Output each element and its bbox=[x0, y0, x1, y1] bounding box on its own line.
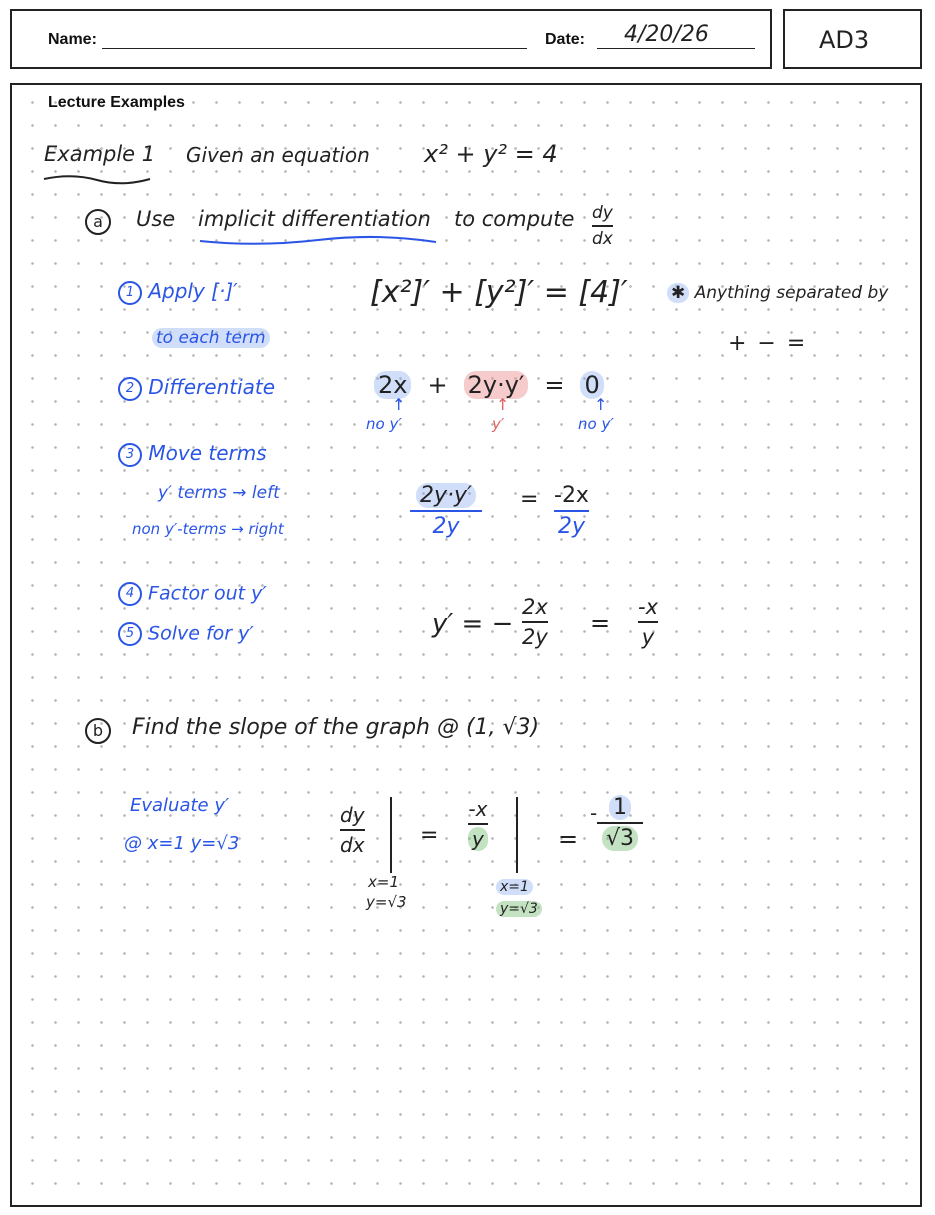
step-1-sub bbox=[152, 328, 270, 348]
part-a-marker: a bbox=[85, 209, 111, 235]
note-text bbox=[667, 283, 888, 303]
sub-2-y bbox=[496, 901, 542, 917]
date-label: Date: bbox=[545, 31, 586, 48]
step-1-number: 1 bbox=[118, 281, 142, 305]
evaluation-bar bbox=[390, 797, 392, 873]
fraction-1-numerator: 2x bbox=[522, 595, 548, 619]
term-2x: 2x bbox=[374, 371, 411, 399]
part-b-text: Find the slope of the graph @ (1, √3) bbox=[132, 715, 540, 740]
fraction-numerator: -x bbox=[468, 797, 488, 821]
step-2-label bbox=[118, 375, 275, 401]
lhs-denominator: 2y bbox=[432, 514, 460, 539]
evaluation-bar bbox=[516, 797, 518, 873]
step-4-number: 4 bbox=[118, 582, 142, 606]
fraction-bar bbox=[522, 621, 548, 623]
step-2-number: 2 bbox=[118, 377, 142, 401]
step-3-lhs-fraction bbox=[416, 483, 476, 539]
step-2-text: Differentiate bbox=[148, 375, 276, 399]
term-2y-yprime: 2y·y′ bbox=[464, 371, 529, 399]
date-value: 4/20/26 bbox=[624, 22, 709, 47]
equals-sign: = bbox=[544, 371, 565, 399]
step-5-equals: = bbox=[590, 609, 611, 637]
rhs-denominator: 2y bbox=[557, 514, 585, 539]
lecture-panel bbox=[10, 83, 922, 1207]
step-3-equals: = bbox=[520, 487, 539, 512]
example-intro: Given an equation bbox=[186, 143, 370, 167]
highlight-underline bbox=[198, 235, 438, 249]
step-5-fraction-2 bbox=[638, 595, 658, 649]
step-5-number: 5 bbox=[118, 622, 142, 646]
note-y-prime: y′ bbox=[492, 415, 505, 433]
step-3-sub-1: y′ terms → left bbox=[158, 483, 280, 503]
sub-1-y: y=√3 bbox=[366, 893, 407, 911]
step-3-sub-2: non y′-terms → right bbox=[132, 520, 284, 538]
result-denominator: √3 bbox=[602, 826, 638, 851]
part-a-highlight: implicit differentiation bbox=[198, 207, 431, 231]
fraction-bar bbox=[468, 823, 488, 825]
step-3-rhs-fraction bbox=[554, 483, 589, 539]
step-5-text: Solve for y′ bbox=[148, 622, 254, 645]
step-5-fraction-1 bbox=[522, 595, 548, 649]
part-b-equals-2: = bbox=[558, 825, 579, 853]
note-label: Anything separated by bbox=[694, 283, 889, 303]
step-4-text: Factor out y′ bbox=[148, 582, 267, 605]
lhs-numerator bbox=[416, 483, 476, 508]
fraction-bar bbox=[410, 510, 482, 512]
example-label: Example 1 bbox=[44, 142, 156, 166]
name-field[interactable] bbox=[102, 48, 527, 49]
header-box bbox=[10, 9, 772, 69]
fraction-2-denominator: y bbox=[641, 625, 655, 649]
result-minus: - bbox=[590, 801, 598, 825]
step-1-text: Apply [·]′ bbox=[148, 279, 238, 303]
note-no-y-2: no y′ bbox=[578, 415, 614, 433]
step-3-label bbox=[118, 441, 267, 467]
step-2-work bbox=[374, 371, 604, 399]
result-numerator: 1 bbox=[609, 795, 631, 820]
part-b-marker: b bbox=[85, 718, 111, 744]
star-icon: ✱ bbox=[667, 283, 689, 303]
date-field[interactable] bbox=[597, 48, 755, 49]
fraction-bar bbox=[592, 225, 613, 227]
fraction-denominator: y bbox=[468, 827, 488, 851]
step-4-label bbox=[118, 582, 267, 606]
derivative-denominator: dx bbox=[340, 833, 365, 857]
step-1-sub-text: to each term bbox=[152, 328, 270, 348]
term-zero: 0 bbox=[580, 371, 603, 399]
step-1-work: [x²]′ + [y²]′ = [4]′ bbox=[370, 275, 628, 310]
code-value: AD3 bbox=[819, 26, 870, 54]
result-fraction bbox=[602, 795, 638, 851]
note-operators: + − = bbox=[728, 331, 808, 356]
sub-2-x-text: x=1 bbox=[496, 879, 533, 895]
fraction-bar bbox=[597, 822, 644, 824]
note-no-y-1: no y′ bbox=[366, 415, 402, 433]
part-a-text-after: to compute bbox=[454, 207, 575, 231]
step-3-text: Move terms bbox=[148, 441, 267, 465]
part-b-equals-1: = bbox=[420, 823, 439, 848]
step-3-number: 3 bbox=[118, 443, 142, 467]
arrow-up-icon: ↑ bbox=[594, 395, 608, 414]
evaluate-label: Evaluate y′ bbox=[130, 795, 230, 816]
sub-2-x bbox=[496, 879, 533, 895]
derivative-numerator: dy bbox=[340, 803, 365, 827]
example-equation: x² + y² = 4 bbox=[424, 140, 558, 168]
sub-2-y-text: y=√3 bbox=[496, 901, 542, 917]
fraction-bar bbox=[554, 510, 589, 512]
step-5-lhs: y′ = − bbox=[432, 609, 514, 639]
step-1-label bbox=[118, 279, 238, 305]
sub-1-x: x=1 bbox=[368, 873, 399, 891]
part-b-derivative bbox=[340, 803, 365, 857]
lhs-numerator-text: 2y·y′ bbox=[416, 483, 476, 508]
plus-sign: + bbox=[427, 371, 448, 399]
fraction-2-numerator: -x bbox=[638, 595, 659, 619]
part-b-fraction bbox=[468, 797, 488, 851]
example-underline bbox=[42, 173, 152, 187]
step-5-label bbox=[118, 622, 254, 646]
fraction-bar bbox=[638, 621, 658, 623]
part-a-text-before: Use bbox=[136, 207, 176, 231]
dy-dx-fraction bbox=[592, 203, 613, 249]
evaluate-at: @ x=1 y=√3 bbox=[124, 833, 240, 854]
arrow-up-icon: ↑ bbox=[392, 395, 406, 414]
fraction-numerator: dy bbox=[592, 203, 613, 223]
rhs-numerator: -2x bbox=[554, 483, 589, 508]
fraction-bar bbox=[340, 829, 365, 831]
arrow-up-icon: ↑ bbox=[496, 395, 510, 414]
name-label: Name: bbox=[48, 31, 97, 48]
fraction-1-denominator: 2y bbox=[522, 625, 548, 649]
section-title: Lecture Examples bbox=[48, 94, 185, 111]
code-box bbox=[783, 9, 922, 69]
fraction-denominator: dx bbox=[592, 229, 613, 249]
